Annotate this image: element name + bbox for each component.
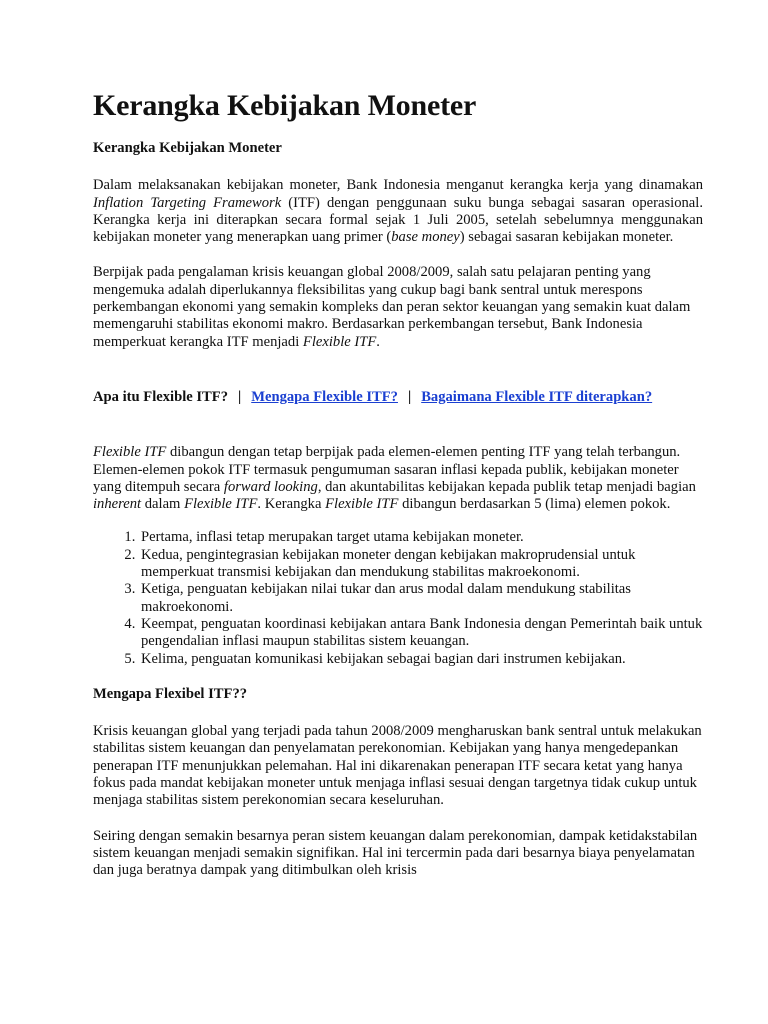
text-run: dibangun dengan tetap berpijak pada elemen-elemen penting ITF yang telah terbangun. Elemen-elemen pokok ITF termasuk pengumuman sasaran inflasi kepada publik, kebijakan moneter yang ditempuh secara xyxy=(93,444,681,495)
italic-run: inherent xyxy=(93,496,142,513)
text-run: . Kerangka xyxy=(257,496,326,513)
document-page xyxy=(93,88,703,880)
text-run: ) sebagai sasaran kebijakan moneter. xyxy=(459,229,674,246)
text-run: , dan akuntabilitas kebijakan kepada publik tetap menjadi bagian xyxy=(317,478,696,495)
list-item: 5. Kelima, penguatan komunikasi kebijakan sebagai bagian dari instrumen kebijakan. xyxy=(139,651,703,668)
nav-link-mengapa[interactable]: Mengapa Flexible ITF? xyxy=(251,388,398,405)
italic-run: Inflation Targeting Framework xyxy=(93,194,282,211)
text-run: . xyxy=(376,333,380,350)
italic-run: Flexible ITF xyxy=(325,496,399,513)
nav-separator: | xyxy=(407,388,412,405)
paragraph-intro xyxy=(93,177,703,246)
nav-link-bagaimana[interactable]: Bagaimana Flexible ITF diterapkan? xyxy=(421,388,653,405)
paragraph-crisis xyxy=(93,264,703,350)
italic-run: Flexible ITF xyxy=(302,333,377,350)
paragraph-global-crisis: Krisis keuangan global yang terjadi pada tahun 2008/2009 mengharuskan bank sentral untuk melakukan stabilitas sistem keuangan dan penyelamatan perekonomian. Kebijakan yang hanya mengedepankan penerapan ITF menunjukkan pelemahan. Hal ini dikarenakan penerapan ITF secara ketat yang hanya fokus pada mandat kebijakan moneter untuk menjaga inflasi sesuai dengan targetnya tidak cukup untuk menjaga stabilitas sistem perekonomian secara keseluruhan. xyxy=(93,723,702,809)
italic-run: base money xyxy=(391,229,460,246)
list-item: 4. Keempat, penguatan koordinasi kebijakan antara Bank Indonesia dengan Pemerintah baik untuk pengendalian inflasi maupun stabilitas sistem keuangan. xyxy=(139,616,703,651)
section-heading-mengapa: Mengapa Flexibel ITF?? xyxy=(93,685,248,702)
text-run: (ITF) dengan penggunaan suku bunga sebagai sasaran operasional. Kerangka kerja ini diterapkan secara formal sejak 1 Juli 2005, setelah sebelumnya menggunakan kebijakan moneter yang menerapkan uang primer ( xyxy=(93,194,703,246)
list-item: 2. Kedua, pengintegrasian kebijakan moneter dengan kebijakan makroprudensial untuk memperkuat transmisi kebijakan dan mendukung stabilitas makroekonomi. xyxy=(139,547,703,582)
elements-list xyxy=(93,529,703,667)
nav-current-section: Apa itu Flexible ITF? xyxy=(93,388,228,405)
text-run: Berpijak pada pengalaman krisis keuangan global 2008/2009, salah satu pelajaran penting yang mengemuka adalah diperlukannya fleksibilitas yang cukup bagi bank sentral untuk merespons perkembangan ekonomi yang semakin kompleks dan peran sektor keuangan yang semakin kuat dalam memengaruhi stabilitas ekonomi makro. Berdasarkan perkembangan tersebut, Bank Indonesia memperkuat kerangka ITF menjadi xyxy=(93,264,691,350)
text-run: dibangun berdasarkan 5 (lima) elemen pokok. xyxy=(398,496,671,513)
section-subtitle: Kerangka Kebijakan Moneter xyxy=(93,140,282,156)
text-run: dalam xyxy=(141,496,185,513)
section-nav xyxy=(93,389,703,406)
italic-run: Flexible ITF xyxy=(184,496,258,513)
page-title: Kerangka Kebijakan Moneter xyxy=(93,89,477,122)
nav-separator: | xyxy=(238,388,242,405)
paragraph-flexible-itf xyxy=(93,444,703,513)
list-item: 3. Ketiga, penguatan kebijakan nilai tukar dan arus modal dalam mendukung stabilitas makroekonomi. xyxy=(139,581,703,616)
text-run: Dalam melaksanakan kebijakan moneter, Bank Indonesia menganut kerangka kerja yang dinamakan xyxy=(93,177,703,194)
list-item: 1. Pertama, inflasi tetap merupakan target utama kebijakan moneter. xyxy=(139,529,703,546)
italic-run: Flexible ITF xyxy=(93,444,167,461)
italic-run: forward looking xyxy=(223,478,318,495)
paragraph-financial-system: Seiring dengan semakin besarnya peran sistem keuangan dalam perekonomian, dampak ketidakstabilan sistem keuangan menjadi semakin signifikan. Hal ini tercermin pada dari besarnya biaya penyelamatan dan juga beratnya dampak yang ditimbulkan oleh krisis xyxy=(93,827,698,879)
